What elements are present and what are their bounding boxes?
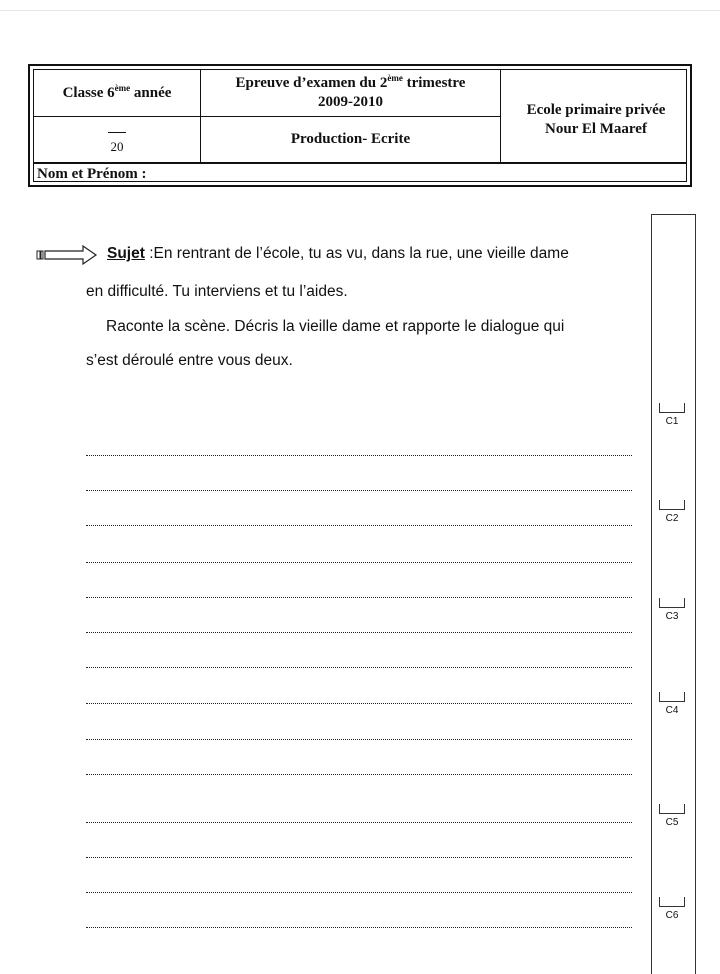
school-name-line2: Nour El Maaref: [545, 121, 647, 137]
criterion-c4: C4: [659, 692, 685, 716]
criterion-score-box[interactable]: [659, 500, 685, 510]
writing-line[interactable]: [86, 667, 632, 668]
subject-line-4: s’est déroulé entre vous deux.: [86, 352, 293, 369]
class-cell: Classe 6ème année: [62, 82, 172, 101]
score-denominator: 20: [110, 138, 124, 154]
criterion-score-box[interactable]: [659, 598, 685, 608]
writing-line[interactable]: [86, 597, 632, 598]
page-top-rule: [0, 10, 720, 11]
writing-line[interactable]: [86, 562, 632, 563]
writing-line[interactable]: [86, 857, 632, 858]
name-field-label: Nom et Prénom :: [37, 166, 147, 182]
writing-line[interactable]: [86, 927, 632, 928]
criterion-c2: C2: [659, 500, 685, 524]
criterion-score-box[interactable]: [659, 804, 685, 814]
subject-line-2: en difficulté. Tu interviens et tu l’aides.: [86, 283, 348, 300]
writing-line[interactable]: [86, 892, 632, 893]
subject-label: Sujet: [107, 245, 145, 262]
school-name-line1: Ecole primaire privée: [526, 102, 666, 118]
criteria-margin-column: [651, 214, 696, 974]
writing-line[interactable]: [86, 739, 632, 740]
writing-line[interactable]: [86, 774, 632, 775]
arrow-right-icon: [36, 244, 98, 266]
subject-line-1: Sujet :En rentrant de l’école, tu as vu, dans la rue, une vieille dame: [107, 245, 569, 262]
criterion-c5: C5: [659, 804, 685, 828]
subject-cell: Production- Ecrite: [290, 131, 411, 147]
criterion-score-box[interactable]: [659, 897, 685, 907]
writing-line[interactable]: [86, 455, 632, 456]
criterion-score-box[interactable]: [659, 692, 685, 702]
subject-line-3: Raconte la scène. Décris la vieille dame et rapporte le dialogue qui: [106, 318, 565, 335]
school-year: 2009-2010: [318, 94, 383, 110]
writing-line[interactable]: [86, 632, 632, 633]
school-name-cell: [501, 70, 691, 162]
writing-line[interactable]: [86, 703, 632, 704]
criterion-score-box[interactable]: [659, 403, 685, 413]
criterion-c6: C6: [659, 897, 685, 921]
criterion-c3: C3: [659, 598, 685, 622]
criterion-c1: C1: [659, 403, 685, 427]
score-cell: [34, 117, 200, 162]
score-fraction-bar: [108, 132, 126, 133]
writing-line[interactable]: [86, 490, 632, 491]
writing-line[interactable]: [86, 822, 632, 823]
writing-line[interactable]: [86, 525, 632, 526]
exam-title-cell: Epreuve d’examen du 2ème trimestre 2009-2010: [235, 73, 466, 110]
exam-header-table: [28, 64, 692, 187]
